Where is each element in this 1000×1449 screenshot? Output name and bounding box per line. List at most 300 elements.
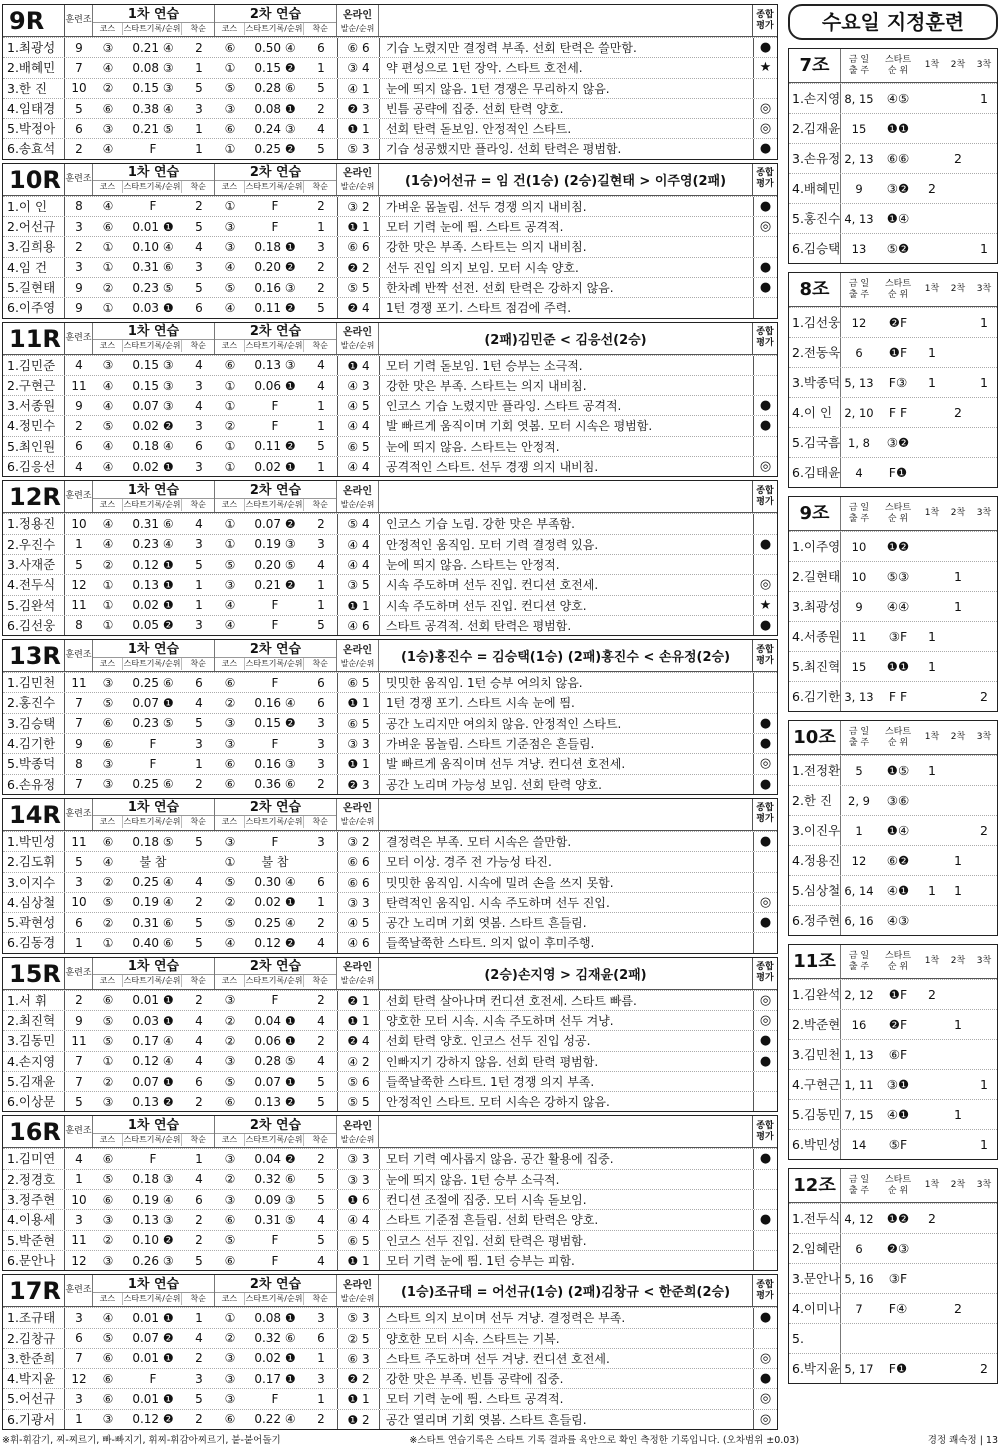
overall-eval: ●: [753, 197, 777, 216]
second-count: 2: [954, 151, 962, 166]
trainee-dates: 1: [855, 823, 863, 838]
trainee-name: 6.김기한: [789, 682, 841, 711]
trainee-start-ranks: ❷F: [888, 315, 908, 330]
practice-title: 1차 연습: [127, 6, 180, 22]
third-count: 1: [980, 375, 988, 390]
practice-title: 1차 연습: [127, 324, 180, 340]
second-practice-header: [215, 5, 337, 36]
trainer-group: 9: [75, 1013, 83, 1028]
racer-row: [3, 851, 777, 871]
racer-row: [3, 415, 777, 435]
course-label: 코스: [93, 816, 123, 828]
trainee-name: 5.김국흠: [789, 428, 841, 457]
first-finish: 3: [195, 419, 203, 434]
second-course: ⑥: [224, 121, 236, 136]
training-row: [789, 233, 997, 263]
second-place-label: 2착: [950, 284, 966, 294]
racer-comment: 시속 주도하며 선두 진입. 컨디션 호전세.: [379, 575, 753, 594]
training-group-header: [789, 721, 997, 755]
online-result: [337, 1410, 379, 1429]
online-result: [337, 1389, 379, 1408]
racer-row: [3, 1368, 777, 1388]
training-row: [789, 591, 997, 621]
overall-eval: ●: [753, 38, 777, 57]
trainee-name: 5.: [789, 1324, 841, 1353]
online-start: ⑤: [347, 280, 359, 295]
second-start-time: 0.31: [254, 1213, 282, 1227]
first-finish: 4: [195, 1331, 203, 1346]
group-name: 11조: [789, 945, 841, 978]
second-start-time: 0.02: [254, 1351, 282, 1366]
racer-comment: 스타트 기준점 흔들림. 선회 탄력은 양호.: [379, 1210, 753, 1229]
online-rank: 4: [361, 301, 370, 316]
first-start-rank: ❶: [162, 459, 174, 474]
second-start-time: 0.11: [254, 439, 282, 454]
online-sub-label: 발순/순위: [340, 976, 375, 986]
second-count: 1: [954, 569, 962, 584]
racer-comment: 공간 노리며 기회 엿봄. 스타트 흔들림.: [379, 913, 753, 932]
practice-subheader: [215, 339, 336, 352]
racer-row: [3, 1189, 777, 1209]
first-start-rank: ⑥: [162, 516, 174, 531]
trainer-group: 9: [75, 280, 83, 295]
racer-comment: 강한 맛은 부족. 스타트는 의지 내비침.: [379, 237, 753, 256]
second-start: [245, 1392, 305, 1406]
trainee-start-ranks: ❶F: [888, 987, 908, 1002]
finish-label: 착순: [312, 1293, 328, 1303]
trainee-dates: 6: [855, 1241, 863, 1256]
eval-header: 종합평가: [756, 327, 774, 349]
online-result: [337, 1031, 379, 1050]
training-row: [789, 113, 997, 143]
second-finish: 1: [317, 1351, 325, 1366]
first-start-time: 0.01: [132, 1310, 160, 1325]
race-header: [3, 164, 777, 196]
course-label: 코스: [215, 340, 245, 352]
online-start: ④: [347, 460, 359, 475]
practice-subheader: [215, 22, 336, 35]
second-finish: 1: [317, 219, 325, 234]
first-start-time: 0.01: [132, 1351, 160, 1366]
first-start-time: 0.07: [132, 1331, 160, 1346]
second-start-time: F: [271, 219, 279, 234]
trainee-start-ranks: ❶❶: [886, 659, 910, 674]
practice-title: 1차 연습: [127, 641, 180, 657]
overall-eval: ●: [753, 139, 777, 158]
racer-row: [3, 1250, 777, 1270]
first-start-time: 0.15: [132, 358, 160, 373]
online-rank: 6: [361, 1074, 370, 1089]
first-start: [123, 419, 183, 433]
trainee-start-ranks: ③⑥: [886, 793, 910, 808]
online-rank: 6: [361, 618, 370, 633]
first-course: ①: [102, 300, 114, 315]
racer-row: [3, 395, 777, 415]
trainee-start-ranks: ⑥F: [888, 1047, 908, 1062]
first-start: [123, 1311, 183, 1325]
second-course: ③: [224, 101, 236, 116]
second-start-rank: ❷: [284, 577, 296, 592]
online-rank: 6: [361, 936, 370, 951]
start-rank-label: 스타트 순 위: [884, 950, 912, 972]
online-sub-label: 발순/순위: [340, 1293, 375, 1303]
second-finish: 1: [317, 459, 325, 474]
second-start-rank: ❶: [284, 459, 296, 474]
trainee-name: 4.이 인: [789, 398, 841, 427]
second-start-time: 0.04: [254, 1152, 282, 1167]
second-finish: 2: [317, 915, 325, 930]
second-start: [245, 81, 305, 95]
first-start-time: F: [149, 736, 157, 751]
course-label: 코스: [215, 975, 245, 987]
practice-title: 2차 연습: [249, 6, 302, 22]
online-start: ❷: [347, 260, 359, 275]
racer-name: 1.이 인: [3, 197, 65, 216]
online-result: [337, 99, 379, 118]
second-start-time: F: [271, 675, 279, 690]
second-start-time: 0.08: [254, 1310, 282, 1325]
trainer-group: 1: [75, 537, 83, 552]
trainer-group: 10: [71, 895, 87, 910]
race-header: [3, 323, 777, 355]
first-start-rank: ❶: [162, 598, 174, 613]
second-start-rank: ❶: [284, 1013, 296, 1028]
overall-eval: ●: [753, 258, 777, 277]
second-start-rank: ③: [284, 280, 296, 295]
second-finish: 3: [317, 240, 325, 255]
second-finish: 4: [317, 358, 325, 373]
online-rank: 6: [361, 1193, 370, 1208]
trainer-group: 5: [75, 101, 83, 116]
first-course: ⑥: [102, 219, 114, 234]
training-row: [789, 1353, 997, 1383]
second-start: [245, 517, 305, 531]
racer-name: 1.김미연: [3, 1149, 65, 1168]
second-finish: 5: [317, 81, 325, 96]
second-start-rank: ③: [284, 537, 296, 552]
race-number: 10R: [3, 164, 65, 195]
second-start: [245, 1014, 305, 1028]
racer-name: 6.김동경: [3, 933, 65, 952]
second-course: ①: [224, 537, 236, 552]
first-course: ⑥: [102, 1351, 114, 1366]
first-start-time: 0.25: [132, 675, 160, 690]
first-start-time: 0.10: [132, 1233, 160, 1248]
trainee-dates: 6, 14: [844, 883, 874, 898]
online-start: ④: [347, 1054, 359, 1069]
trainee-dates: 10: [851, 569, 867, 584]
race-note: [379, 5, 753, 36]
racer-comment: 빈틈 공략에 집중. 선회 탄력 양호.: [379, 99, 753, 118]
first-start-time: 0.07: [132, 398, 160, 413]
racer-comment: 선회 탄력 살아나며 컨디션 호전세. 스타트 빠름.: [379, 991, 753, 1010]
first-start-time: F: [149, 1152, 157, 1167]
racer-row: [3, 733, 777, 753]
race-block: [2, 639, 778, 795]
racer-row: [3, 1071, 777, 1091]
second-start-rank: ④: [284, 696, 296, 711]
overall-eval: [753, 673, 777, 692]
second-start-rank: ❷: [284, 142, 296, 157]
online-rank: 2: [361, 1054, 370, 1069]
online-label: 온라인: [343, 644, 372, 656]
online-result: [337, 1149, 379, 1168]
trainer-group: 5: [75, 557, 83, 572]
second-start: [245, 41, 305, 55]
second-start-time: 0.09: [254, 1192, 282, 1207]
first-finish: 4: [195, 358, 203, 373]
online-start: ❶: [347, 122, 359, 137]
online-start: ❶: [347, 598, 359, 613]
first-start: [123, 260, 183, 274]
first-course: ⑤: [102, 1172, 114, 1187]
second-finish: 4: [317, 936, 325, 951]
racer-row: [3, 216, 777, 236]
online-result: [337, 38, 379, 57]
second-start: [245, 1351, 305, 1365]
first-start: [123, 578, 183, 592]
training-row: [789, 785, 997, 815]
first-start-rank: ④: [162, 1192, 174, 1207]
training-row: [789, 427, 997, 457]
second-start: [245, 122, 305, 136]
online-result: [337, 1329, 379, 1348]
racer-name: 2.구현근: [3, 376, 65, 395]
trainee-name: 4.정용진: [789, 846, 841, 875]
online-start: ⑥: [347, 716, 359, 731]
first-start-rank: ④: [162, 40, 174, 55]
trainer-group: 7: [75, 716, 83, 731]
racer-row: [3, 872, 777, 892]
trainee-name: 4.배혜민: [789, 174, 841, 203]
racer-row: [3, 78, 777, 98]
second-start: [245, 399, 305, 413]
trainee-name: 3.이진우: [789, 816, 841, 845]
trainer-group: 8: [75, 756, 83, 771]
second-start-time: 0.02: [254, 459, 282, 474]
racer-row: [3, 831, 777, 851]
overall-eval: ●: [753, 1031, 777, 1050]
racer-name: 6.이주영: [3, 298, 65, 317]
second-finish: 6: [317, 696, 325, 711]
trainee-dates: 15: [851, 659, 867, 674]
second-finish: 2: [317, 1033, 325, 1048]
racer-comment: 눈에 띄지 않음. 스타트는 안정적.: [379, 555, 753, 574]
trainer-group: 11: [71, 1233, 87, 1248]
second-course: ⑥: [224, 1412, 236, 1427]
training-title: 수요일 지정훈련: [788, 4, 998, 40]
second-start-time: 불 참: [261, 855, 289, 870]
trainee-start-ranks: F④: [888, 1301, 908, 1316]
practice-title: 1차 연습: [127, 482, 180, 498]
racer-comment: 스타트 의지 보이며 선두 겨냥. 결정력은 부족.: [379, 1308, 753, 1327]
racer-comment: 들쭉날쭉한 스타트. 1턴 경쟁 의지 부족.: [379, 1072, 753, 1091]
second-start: [245, 618, 305, 632]
first-finish: 1: [195, 1310, 203, 1325]
online-result: [337, 58, 379, 77]
second-start: [245, 916, 305, 930]
first-start: [123, 993, 183, 1007]
racer-row: [3, 297, 777, 317]
first-course: ⑥: [102, 1192, 114, 1207]
trainer-group: 10: [71, 81, 87, 96]
second-finish: 5: [317, 1233, 325, 1248]
first-start-time: 0.23: [132, 537, 160, 552]
racer-row: [3, 1051, 777, 1071]
second-count: 2: [954, 1301, 962, 1316]
practice-subheader: [215, 180, 336, 193]
online-result: [337, 596, 379, 615]
racer-row: [3, 1010, 777, 1030]
online-result: [337, 913, 379, 932]
start-rank-label: 스타트기록/순위: [245, 658, 303, 668]
second-start-time: 0.24: [254, 121, 282, 136]
second-start-time: F: [271, 1233, 279, 1248]
first-start: [123, 1331, 183, 1345]
online-result: [337, 1349, 379, 1368]
finish-label: 착순: [190, 23, 206, 33]
online-result: [337, 437, 379, 456]
online-rank: 3: [361, 378, 370, 393]
date-label: 금 일 출 주: [848, 950, 870, 972]
course-label: 코스: [215, 658, 245, 670]
trainer-label: 훈련조: [65, 650, 92, 661]
first-course: ③: [102, 777, 114, 792]
training-row: [789, 203, 997, 233]
first-start: [123, 240, 183, 254]
racer-name: 5.곽현성: [3, 913, 65, 932]
trainee-dates: 8, 15: [844, 91, 874, 106]
trainer-header: [65, 1275, 93, 1306]
online-start: ④: [347, 557, 359, 572]
second-start: [245, 1095, 305, 1109]
first-start: [123, 1054, 183, 1068]
first-finish: 3: [195, 378, 203, 393]
second-finish: 5: [317, 300, 325, 315]
start-rank-label: 스타트 순 위: [884, 54, 912, 76]
training-row: [789, 143, 997, 173]
racer-row: [3, 1230, 777, 1250]
online-label: 온라인: [343, 9, 372, 21]
racer-name: 6.송효석: [3, 139, 65, 158]
first-practice-header: [93, 799, 215, 830]
online-rank: 1: [361, 696, 370, 711]
trainee-start-ranks: F❶: [888, 465, 908, 480]
first-finish: 3: [195, 1371, 203, 1386]
second-start-rank: ❷: [284, 516, 296, 531]
first-finish: 2: [195, 1213, 203, 1227]
first-course: ①: [102, 260, 114, 275]
trainee-start-ranks: ③❷: [886, 181, 910, 196]
trainee-name: 1.전정환: [789, 756, 841, 785]
second-course: ④: [224, 936, 236, 951]
trainer-label: 훈련조: [65, 1126, 92, 1137]
first-course: ①: [102, 618, 114, 633]
third-count: 2: [980, 689, 988, 704]
first-finish: 5: [195, 81, 203, 96]
online-rank: 4: [361, 419, 370, 434]
second-course: ③: [224, 834, 236, 849]
finish-label: 착순: [312, 1134, 328, 1144]
trainee-name: 2.임혜란: [789, 1234, 841, 1263]
online-sub-label: 발순/순위: [340, 499, 375, 509]
first-start: [123, 618, 183, 632]
date-label: 금 일 출 주: [848, 502, 870, 524]
second-start-time: 0.50: [254, 40, 282, 55]
first-start-time: 0.19: [132, 895, 160, 910]
online-rank: 4: [361, 517, 370, 532]
practice-subheader: [93, 1292, 214, 1305]
second-course: ⑤: [224, 557, 236, 572]
second-course: ③: [224, 219, 236, 234]
first-course: ①: [102, 577, 114, 592]
second-start: [245, 358, 305, 372]
trainee-name: 6.박지윤: [789, 1354, 841, 1383]
first-start: [123, 102, 183, 116]
trainee-start-ranks: F❶: [888, 1361, 908, 1376]
first-finish: 1: [195, 121, 203, 136]
trainee-name: 1.김완석: [789, 980, 841, 1009]
first-finish: 2: [195, 895, 203, 910]
online-result: [337, 852, 379, 871]
overall-eval: ◎: [753, 457, 777, 476]
first-start-time: 0.15: [132, 378, 160, 393]
second-start: [245, 102, 305, 116]
second-course: ①: [224, 854, 236, 869]
first-start: [123, 676, 183, 690]
online-rank: 1: [361, 1253, 370, 1268]
second-finish: 4: [317, 557, 325, 572]
first-start-time: 0.02: [132, 598, 160, 613]
racer-comment: 공간 노리지만 여의치 않음. 안정적인 스타트.: [379, 714, 753, 733]
race-header: [3, 481, 777, 513]
racer-comment: 밋밋한 움직임. 시속에 밀려 손을 쓰지 못함.: [379, 873, 753, 892]
practice-subheader: [215, 974, 336, 987]
trainee-dates: 4: [855, 465, 863, 480]
racer-name: 4.전두식: [3, 575, 65, 594]
first-start-time: 0.03: [132, 1013, 160, 1028]
finish-label: 착순: [312, 182, 328, 192]
second-start: [245, 777, 305, 791]
racer-row: [3, 892, 777, 912]
online-rank: 4: [361, 61, 370, 76]
practice-title: 1차 연습: [127, 959, 180, 975]
finish-label: 착순: [312, 23, 328, 33]
trainer-header: [65, 481, 93, 512]
second-course: ②: [224, 1331, 236, 1346]
trainee-dates: 5: [855, 763, 863, 778]
online-rank: 5: [361, 1095, 370, 1110]
first-start-time: 0.21: [132, 40, 160, 55]
trainer-header: [65, 640, 93, 671]
trainee-start-ranks: F③: [888, 375, 908, 390]
third-count: 2: [980, 823, 988, 838]
first-finish: 6: [195, 675, 203, 690]
second-start-time: F: [271, 598, 279, 613]
third-place-label: 3착: [976, 60, 992, 70]
second-course: ③: [224, 577, 236, 592]
second-start-time: 0.11: [254, 300, 282, 315]
second-start: [245, 1075, 305, 1089]
second-start: [245, 895, 305, 909]
start-rank-label: 스타트기록/순위: [245, 1134, 303, 1144]
overall-eval: ●: [753, 775, 777, 794]
online-result: [337, 217, 379, 236]
first-course: ⑥: [102, 1371, 114, 1386]
practice-subheader: [93, 180, 214, 193]
racer-comment: 안정적인 움직임. 모터 기력 결정력 있음.: [379, 535, 753, 554]
training-group: [788, 48, 998, 264]
